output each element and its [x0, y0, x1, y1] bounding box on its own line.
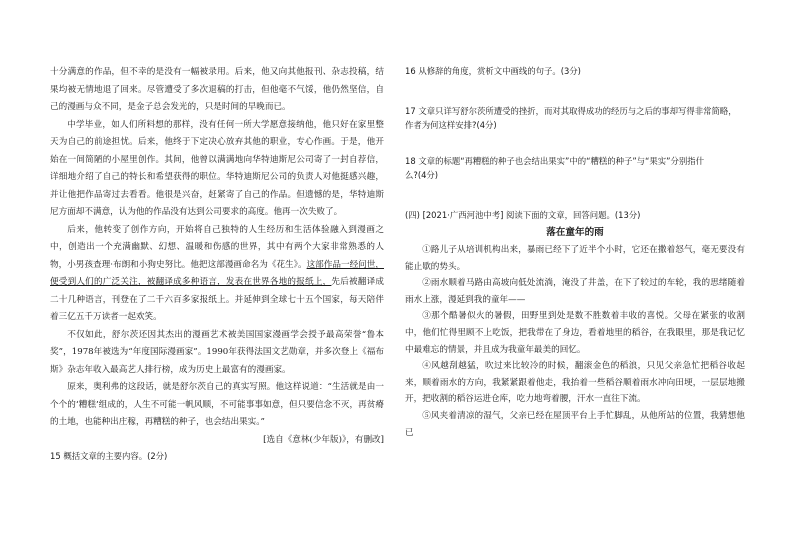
paragraph: 中学毕业，如人们所料想的那样，没有任何一所大学愿意接纳他，他只好在家里整天为自己的前途担忧。后来，他终于下定决心放弃其他的职业，专心作画。于是，他开始在一间简陋的小屋里创作。其间，他曾以满满地向华特迪斯尼公司寄了一封自荐信，详细地介绍了自己的特长和希望获得的职位。华特迪斯尼公司的负责人对他挺感兴趣，并让他把作品寄过去看看。他很是兴奋，赶紧寄了自己的作品。但遗憾的是，华特迪斯尼方面却不满意，认为他的作品没有达到公司要求的高度。他再一次失败了。 [50, 119, 384, 217]
question-18: 18 文章的标题“再糟糕的种子也会结出果实”中的“糟糕的种子”与“果实”分别指什 [405, 156, 704, 166]
right-column [405, 64, 745, 441]
paragraph: 十分满意的作品，但不幸的是没有一幅被录用。后来，他又向其他报刊、杂志投稿，结果均被无情地退了回来。尽管遭受了多次退稿的打击，但他毫不气馁，他仍然坚信，自己的漫画与众不同，是金子总会发光的，只是时间的早晚而已。 [50, 67, 384, 112]
underlined-sentence: 这部作品一经问世，便受到人们的广泛关注，被翻译成多种语言，发表在世界各地的报纸上， [50, 259, 384, 287]
question-18-cont: 么?(4分) [405, 170, 439, 180]
question-15: 15 概括文章的主要内容。(2分) [50, 451, 168, 461]
article-paragraph: ⑤风夹着清凉的湿气，父亲已经在屋顶平台上手忙脚乱，从他所站的位置，我猜想他已 [405, 410, 745, 438]
article-paragraph: ①路儿子从培训机构出来，暴雨已经下了近半个小时，它还在撒着怒气，毫无要没有能止歇的势头。 [405, 245, 745, 272]
paragraph-text: 后来，他转变了创作方向，开始将自己独特的人生经历和生活体验融入到漫画之中，创造出一个充满幽默、幻想、温暖和伤感的世界，其中有两个大家非常熟悉的人物，小男孩查理·布朗和小狗史努比。他把这部漫画命名为《花生》。 [50, 224, 384, 270]
paragraph [50, 222, 384, 327]
article-paragraph: ④风越刮越猛，吹过来比较冷的时候，翻滚金色的稻浪，只见父亲急忙把稻谷收起来，顺着雨水的方向，我紧紧跟着他走，我抬着一些稻谷顺着雨水冲向田埂，一层层地搬开，把收割的稻谷运进仓库，吃力地弯着腰，汗水一直往下流。 [405, 361, 745, 405]
question-17: 17 文章只详写舒尔茨所遭受的挫折，而对其取得成功的经历与之后的事却写得非常简略， [405, 106, 737, 116]
question-17-cont: 作者为何这样安排?(4分) [405, 120, 497, 130]
article-paragraph: ②雨水顺着马路由高坡向低处流淌，淹没了井盖，在下了较过的车轮，我的思绪随着雨水上涨，漫延到我的童年—— [405, 278, 745, 305]
article-paragraph: ③那个酷暑似火的暑假，田野里到处是数不胜数着丰收的喜悦。父母在紧张的收割中，他们忙得里顾不上吃饭，把我带在了身边，看着地里的稻谷，在我眼里，那是我记忆中最难忘的情景，并且成为我童年最美的回忆。 [405, 311, 745, 355]
paragraph: 原来，奥利弗的这段话，就是舒尔茨自己的真实写照。他这样说道：“生活就是由一个个的‘糟糕’组成的，人生不可能一帆风顺，不可能事事如意，但只要信念不灭，再贫瘠的土地，也能种出庄稼，再糟糕的种子，也会结出果实。” [50, 382, 384, 427]
paragraph: 不仅如此，舒尔茨还因其杰出的漫画艺术被美国国家漫画学会授予最高荣誉“鲁本奖”，1978年被选为“年度国际漫画家”。1990年获得法国文艺勋章，并多次登上《福布斯》杂志年收入最高艺人排行榜，成为历史上最富有的漫画家。 [50, 329, 384, 375]
article-title: 落在童年的雨 [546, 227, 604, 238]
source-citation: [选自《意林(少年版)》，有删改] [263, 434, 384, 445]
question-16: 16 从修辞的角度，赏析文中画线的句子。(3分) [405, 66, 581, 76]
section-heading: (四) [2021·广西河池中考] 阅读下面的文章，回答问题。(13分) [405, 210, 641, 220]
left-column [50, 64, 384, 463]
paragraph-text: 先后被翻译成二十几种语言，刊登在了二千六百多家报纸上。并延伸到全球七十五个国家，每天陪伴着三亿五千万读者一起欢笑。 [50, 277, 384, 322]
